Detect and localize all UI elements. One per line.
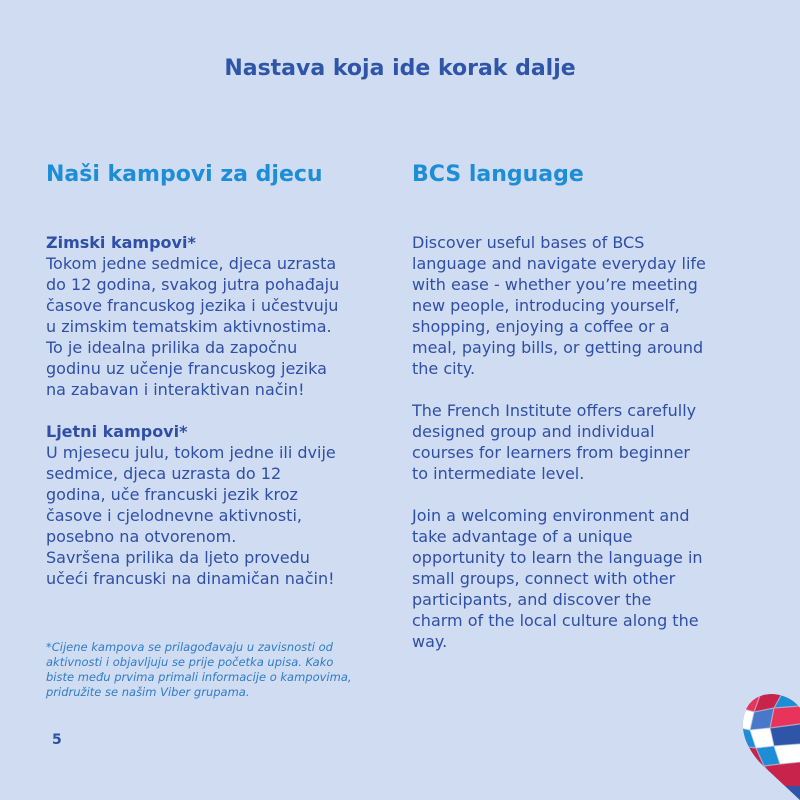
summer-camps-title: Ljetni kampovi* bbox=[46, 422, 188, 441]
spacer bbox=[46, 400, 386, 421]
bcs-language-heading: BCS language bbox=[412, 162, 584, 187]
summer-camps-text: U mjesecu julu, tokom jedne ili dvije sedmice, djeca uzrasta do 12 godina, uče francuski jezik kroz časove i cjelodnevne aktivnosti, posebno na otvorenom. Savršena prilika da ljeto provedu učeći francuski na dinamičan način! bbox=[46, 443, 336, 588]
camps-footnote: *Cijene kampova se prilagođavaju u zavisnosti od aktivnosti i objavljuju se prije početka upisa. Kako biste među prvima primali informacije o kampovima, pridružite se našim Viber grupama. bbox=[46, 640, 352, 699]
page-title: Nastava koja ide korak dalje bbox=[224, 56, 576, 81]
mosaic-heart-icon bbox=[740, 690, 800, 800]
spacer bbox=[412, 379, 762, 400]
winter-camps-title: Zimski kampovi* bbox=[46, 233, 196, 252]
kids-camps-column bbox=[46, 160, 386, 589]
kids-camps-heading: Naši kampovi za djecu bbox=[46, 162, 323, 187]
winter-camps-text: Tokom jedne sedmice, djeca uzrasta do 12 godina, svakog jutra pohađaju časove francuskog jezika i učestvuju u zimskim tematskim aktivnostima. To je idealna prilika da započnu godinu uz učenje francuskog jezika na zabavan i interaktivan način! bbox=[46, 254, 340, 399]
spacer bbox=[412, 484, 762, 505]
bcs-language-column bbox=[412, 160, 762, 652]
page-number: 5 bbox=[52, 732, 62, 748]
bcs-paragraph-1: Discover useful bases of BCS language and navigate everyday life with ease - whether you’re meeting new people, introducing yourself, shopping, enjoying a coffee or a meal, paying bills, or getting around the city. bbox=[412, 233, 706, 378]
bcs-paragraph-3: Join a welcoming environment and take advantage of a unique opportunity to learn the language in small groups, connect with other participants, and discover the charm of the local culture along the way. bbox=[412, 506, 703, 651]
bcs-paragraph-2: The French Institute offers carefully designed group and individual courses for learners from beginner to intermediate level. bbox=[412, 401, 697, 483]
